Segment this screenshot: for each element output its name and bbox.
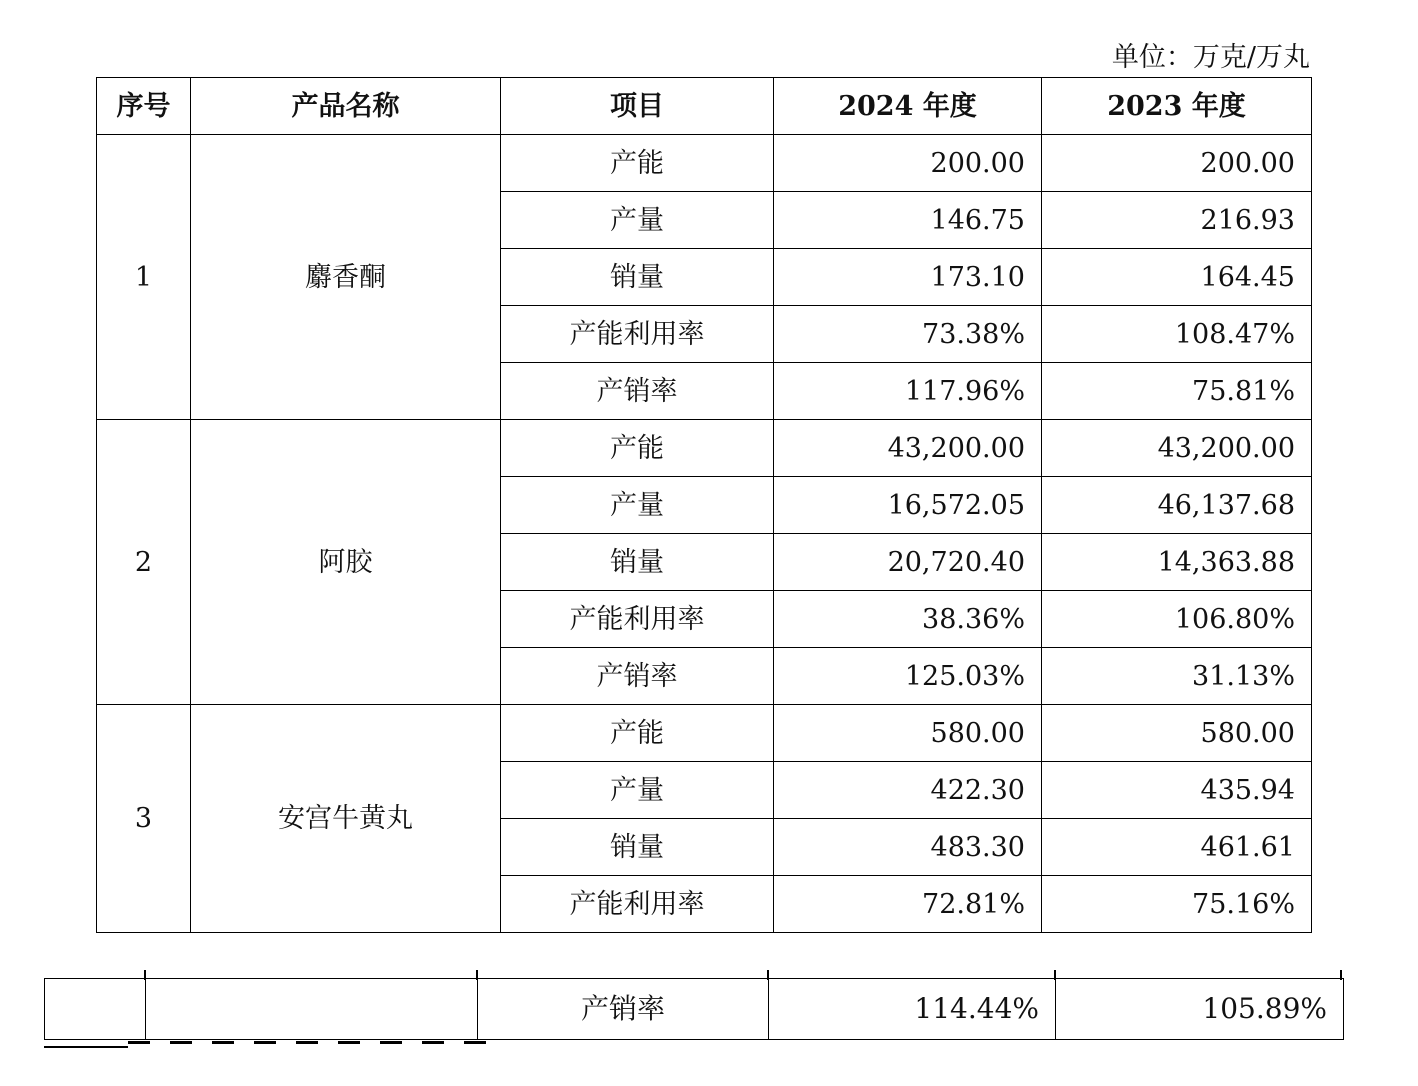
column-header-no: 序号 — [97, 78, 191, 135]
clipped-glyph — [422, 1041, 444, 1054]
product-name: 麝香酮 — [191, 135, 501, 420]
clipped-footnote — [128, 1040, 548, 1054]
value-2024-cell: 73.38% — [774, 306, 1042, 363]
item-cell: 产能利用率 — [501, 876, 774, 933]
value-2024-cell: 125.03% — [774, 648, 1042, 705]
clipped-glyph — [254, 1041, 276, 1054]
value-2023-cell: 200.00 — [1042, 135, 1312, 192]
item-cell: 产量 — [501, 192, 774, 249]
clipped-glyph — [338, 1041, 360, 1054]
table-row — [97, 420, 1312, 477]
item-cell: 产能 — [501, 420, 774, 477]
value-2024-cell: 200.00 — [774, 135, 1042, 192]
clipped-glyph — [296, 1041, 318, 1054]
product-no: 2 — [97, 420, 191, 705]
value-2024-cell: 114.44% — [769, 979, 1056, 1040]
value-2023-cell: 14,363.88 — [1042, 534, 1312, 591]
table-row — [45, 979, 1344, 1040]
column-header-2023: 2023 年度 — [1042, 78, 1312, 135]
capacity-table — [96, 77, 1312, 933]
item-cell: 产销率 — [501, 363, 774, 420]
column-header-item: 项目 — [501, 78, 774, 135]
item-cell: 产量 — [501, 477, 774, 534]
clipped-glyph — [464, 1041, 486, 1054]
value-2024-cell: 43,200.00 — [774, 420, 1042, 477]
unit-note: 单位：万克/万丸 — [1111, 42, 1310, 73]
table-header-row — [97, 78, 1312, 135]
value-2023-cell: 461.61 — [1042, 819, 1312, 876]
value-2024-cell: 146.75 — [774, 192, 1042, 249]
value-2023-cell: 435.94 — [1042, 762, 1312, 819]
product-no: 1 — [97, 135, 191, 420]
item-cell: 产能 — [501, 135, 774, 192]
value-2023-cell: 580.00 — [1042, 705, 1312, 762]
value-2024-cell: 117.96% — [774, 363, 1042, 420]
value-2023-cell: 108.47% — [1042, 306, 1312, 363]
value-2023-cell: 75.81% — [1042, 363, 1312, 420]
item-cell: 销量 — [501, 534, 774, 591]
value-2023-cell: 75.16% — [1042, 876, 1312, 933]
value-2023-cell: 105.89% — [1056, 979, 1344, 1040]
column-header-product: 产品名称 — [191, 78, 501, 135]
value-2023-cell: 46,137.68 — [1042, 477, 1312, 534]
product-no: 3 — [97, 705, 191, 933]
value-2023-cell: 106.80% — [1042, 591, 1312, 648]
item-cell: 产量 — [501, 762, 774, 819]
clipped-glyph — [170, 1041, 192, 1054]
item-cell: 产能 — [501, 705, 774, 762]
product-name: 阿胶 — [191, 420, 501, 705]
continuation-table — [44, 978, 1344, 1040]
item-cell: 销量 — [501, 819, 774, 876]
table-row — [97, 135, 1312, 192]
footnote-rule — [44, 1046, 128, 1048]
value-2024-cell: 72.81% — [774, 876, 1042, 933]
value-2023-cell: 164.45 — [1042, 249, 1312, 306]
column-header-2024: 2024 年度 — [774, 78, 1042, 135]
clipped-glyph — [212, 1041, 234, 1054]
value-2024-cell: 580.00 — [774, 705, 1042, 762]
empty-no-cell — [45, 979, 146, 1040]
value-2024-cell: 422.30 — [774, 762, 1042, 819]
value-2023-cell: 216.93 — [1042, 192, 1312, 249]
value-2024-cell: 173.10 — [774, 249, 1042, 306]
table-row — [97, 705, 1312, 762]
value-2023-cell: 43,200.00 — [1042, 420, 1312, 477]
item-cell: 产销率 — [501, 648, 774, 705]
value-2024-cell: 38.36% — [774, 591, 1042, 648]
value-2024-cell: 483.30 — [774, 819, 1042, 876]
item-cell: 产销率 — [478, 979, 769, 1040]
clipped-glyph — [380, 1041, 402, 1054]
value-2024-cell: 20,720.40 — [774, 534, 1042, 591]
value-2023-cell: 31.13% — [1042, 648, 1312, 705]
empty-product-cell — [146, 979, 478, 1040]
clipped-glyph — [128, 1041, 150, 1054]
value-2024-cell: 16,572.05 — [774, 477, 1042, 534]
item-cell: 销量 — [501, 249, 774, 306]
item-cell: 产能利用率 — [501, 591, 774, 648]
product-name: 安宫牛黄丸 — [191, 705, 501, 933]
item-cell: 产能利用率 — [501, 306, 774, 363]
